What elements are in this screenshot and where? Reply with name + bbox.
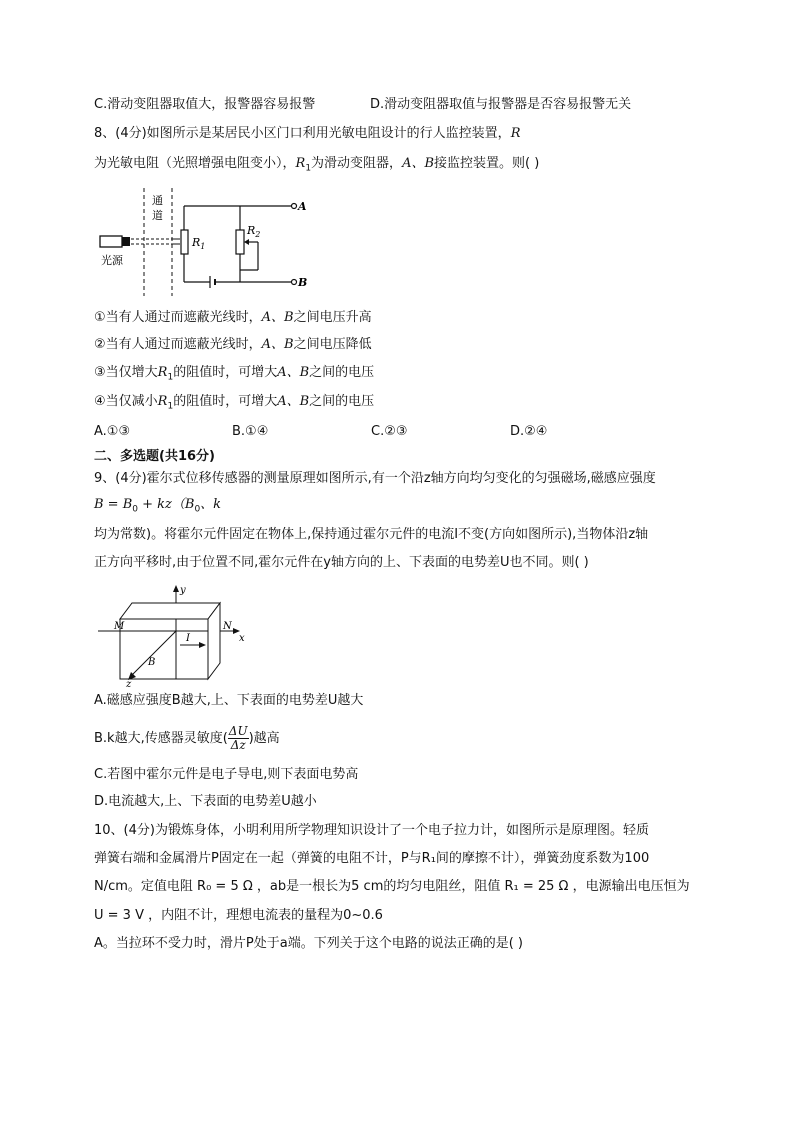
y-axis-label: y <box>180 585 186 596</box>
z-axis-label: z <box>126 679 132 690</box>
q8-r1-sub: 1 <box>305 163 312 174</box>
box-top-face <box>120 603 220 619</box>
q8-option-b: B.①④ <box>232 424 269 439</box>
q8-s2-text: ②当有人通过而遮蔽光线时， <box>94 337 262 352</box>
q8-s3-text: ③当仅增大 <box>94 365 158 380</box>
q8-s4-end: 之间的电压 <box>309 394 375 409</box>
q9-formula-end: 、k <box>200 497 222 512</box>
channel-label-1: 通 <box>152 194 163 207</box>
q9-option-b <box>94 722 280 756</box>
field-b-label: B <box>148 657 156 668</box>
fraction-denominator: Δz <box>230 738 246 752</box>
q9-option-d: D.电流越大,上、下表面的电势差U越小 <box>94 794 317 809</box>
q8-circuit-figure <box>96 186 306 298</box>
q8-statement-2 <box>94 336 372 354</box>
q8-s4-mid: 的阻值时，可增大 <box>173 394 278 409</box>
current-label: I <box>186 633 190 644</box>
q8-s3-ab: A、B <box>277 365 310 380</box>
r2-label: $R_2$ <box>247 224 261 239</box>
y-axis-arrow <box>173 585 179 592</box>
q7-option-d: D.滑动变阻器取值与报警器是否容易报警无关 <box>370 97 632 112</box>
q9-formula-b: B = B <box>94 497 133 512</box>
q8-var-r: R <box>510 126 521 141</box>
q9-formula-sub2: 0 <box>194 504 201 515</box>
q9-stem-line4: 正方向平移时,由于位置不同,霍尔元件在y轴方向的上、下表面的电势差U也不同。则( ) <box>94 555 589 570</box>
channel-label-2: 道 <box>152 209 163 222</box>
q10-stem-line3: N/cm。定值电阻 R₀ = 5 Ω ，ab是一根长为5 cm的均匀电阻丝，阻值 R₁ = 25 Ω ，电源输出电压恒为 <box>94 879 690 894</box>
q8-s1-text: ①当有人通过而遮蔽光线时， <box>94 310 262 325</box>
q9-optb-end: )越高 <box>248 731 280 746</box>
current-arrowhead <box>199 642 206 648</box>
q8-stem-text4: 接监控装置。则( ) <box>434 156 540 171</box>
fraction-numerator: ΔU <box>228 724 248 738</box>
q9-optb-text: B.k越大,传感器灵敏度( <box>94 731 228 746</box>
terminal-a-label: A <box>298 200 307 213</box>
q9-sensitivity-fraction <box>228 725 249 752</box>
light-source-head <box>122 237 130 246</box>
q7-option-c: C.滑动变阻器取值大，报警器容易报警 <box>94 97 316 112</box>
q8-ab: A、B <box>402 156 435 171</box>
q9-option-a: A.磁感应强度B越大,上、下表面的电势差U越大 <box>94 693 364 708</box>
q9-formula-rest: + kz（B <box>138 497 195 512</box>
q8-stem-text3: 为滑动变阻器， <box>311 156 403 171</box>
q8-statement-3 <box>94 364 374 387</box>
q8-s4-sub: 1 <box>167 401 174 412</box>
q10-stem-line5: A。当拉环不受力时，滑片P处于a端。下列关于这个电路的说法正确的是( ) <box>94 936 523 951</box>
box-front-face <box>120 619 208 679</box>
q8-stem-line2 <box>94 155 539 178</box>
q8-s3-mid: 的阻值时，可增大 <box>173 365 278 380</box>
resistor-r1 <box>181 230 188 254</box>
light-source-label: 光源 <box>101 254 123 267</box>
section-heading: 二、多选题(共16分) <box>94 449 215 464</box>
q8-s3-end: 之间的电压 <box>309 365 375 380</box>
q8-s3-r: R <box>157 365 168 380</box>
resistor-r2 <box>236 230 244 254</box>
q10-stem-line4: U = 3 V ，内阻不计，理想电流表的量程为0~0.6 <box>94 908 383 923</box>
face-n-label: N <box>223 621 232 632</box>
q10-stem-line2: 弹簧右端和金属滑片P固定在一起（弹簧的电阻不计，P与R₁间的摩擦不计），弹簧劲度系数为100 <box>94 851 650 866</box>
q8-s3-sub: 1 <box>167 372 174 383</box>
q8-s2-end: 之间电压降低 <box>293 337 372 352</box>
r1-label: $R_1$ <box>192 236 206 251</box>
q9-stem-line3: 均为常数)。将霍尔元件固定在物体上,保持通过霍尔元件的电流I不变(方向如图所示),当物体沿z轴 <box>94 527 649 542</box>
q8-s4-ab: A、B <box>277 394 310 409</box>
q8-s2-ab: A、B <box>261 337 294 352</box>
q8-stem-text2: 为光敏电阻（光照增强电阻变小）， <box>94 156 296 171</box>
r2-slider-arrow <box>244 239 249 245</box>
q8-s4-text: ④当仅减小 <box>94 394 158 409</box>
q8-s4-r: R <box>157 394 168 409</box>
x-axis-label: x <box>239 633 245 644</box>
q8-statement-4 <box>94 393 374 416</box>
q9-option-c: C.若图中霍尔元件是电子导电,则下表面电势高 <box>94 767 359 782</box>
terminal-a <box>292 204 297 209</box>
q8-s1-ab: A、B <box>261 310 294 325</box>
face-m-label: M <box>114 621 125 632</box>
q9-formula-sub: 0 <box>132 504 138 515</box>
terminal-b <box>292 280 297 285</box>
q10-stem-line1: 10、(4分)为锻炼身体，小明利用所学物理知识设计了一个电子拉力计，如图所示是原理图。轻质 <box>94 823 649 838</box>
z-axis <box>132 631 176 675</box>
q8-option-c: C.②③ <box>371 424 408 439</box>
q8-option-d: D.②④ <box>510 424 548 439</box>
q8-r1: R <box>295 156 306 171</box>
q9-hall-sensor-figure <box>96 583 256 688</box>
terminal-b-label: B <box>298 276 308 289</box>
q9-stem-line1: 9、(4分)霍尔式位移传感器的测量原理如图所示,有一个沿z轴方向均匀变化的匀强磁场,磁感应强度 <box>94 471 656 486</box>
q9-formula <box>94 496 221 519</box>
q8-s1-end: 之间电压升高 <box>293 310 372 325</box>
light-source-body <box>100 236 122 247</box>
q8-statement-1 <box>94 309 372 327</box>
q8-option-a: A.①③ <box>94 424 131 439</box>
q8-stem-text: 8、(4分)如图所示是某居民小区门口利用光敏电阻设计的行人监控装置， <box>94 126 511 141</box>
q8-stem-line1 <box>94 125 520 143</box>
